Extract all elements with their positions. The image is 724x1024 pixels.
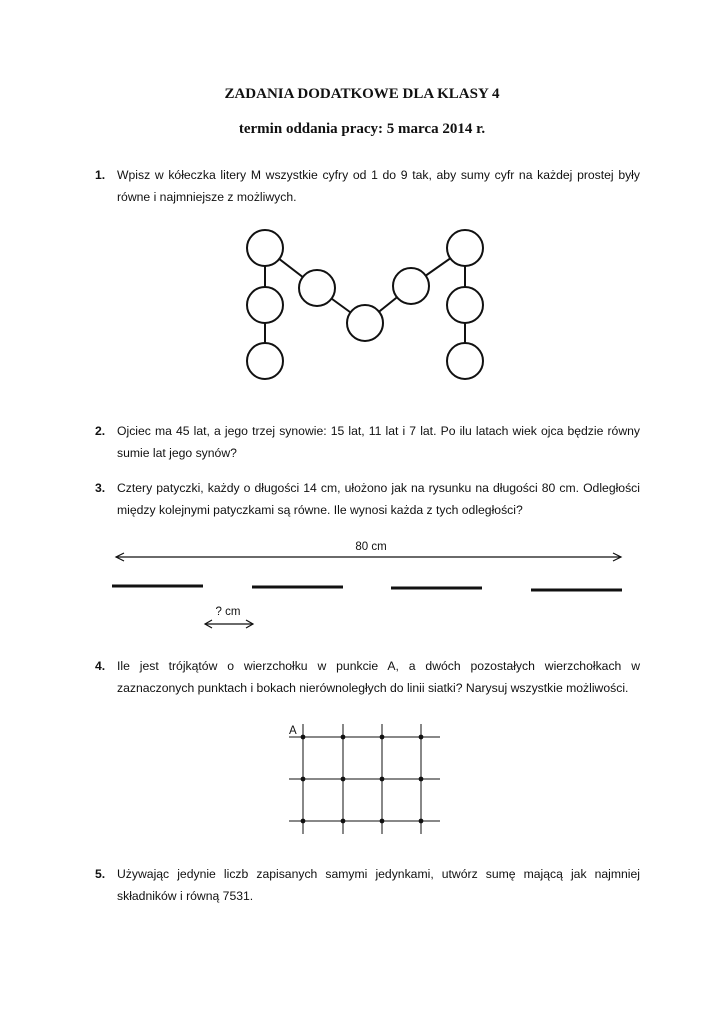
grid-point xyxy=(301,777,306,782)
grid-point xyxy=(301,819,306,824)
page-subtitle: termin oddania pracy: 5 marca 2014 r. xyxy=(238,121,486,137)
task-text: Używając jedynie liczb zapisanych samymi jedynkami, utwórz sumę mającą jak najmniej składników i równą 7531. xyxy=(117,867,640,903)
task-number: 1. xyxy=(95,168,106,182)
grid-point xyxy=(380,735,385,740)
task-number: 3. xyxy=(95,481,106,495)
grid-point xyxy=(380,819,385,824)
grid-point xyxy=(419,777,424,782)
gap-length-label: ? cm xyxy=(215,606,241,618)
task-5 xyxy=(95,863,640,907)
grid-point xyxy=(341,819,346,824)
grid-point xyxy=(419,819,424,824)
point-a-label: A xyxy=(289,725,297,737)
grid-point xyxy=(341,777,346,782)
page-title: ZADANIA DODATKOWE DLA KLASY 4 xyxy=(224,86,500,102)
grid-point xyxy=(380,777,385,782)
grid-point xyxy=(301,735,306,740)
grid-point xyxy=(341,735,346,740)
task-text: Wpisz w kółeczka litery M wszystkie cyfry od 1 do 9 tak, aby sumy cyfr na każdej prostej były równe i najmniejsze z możliwych. xyxy=(117,168,640,204)
total-length-label: 80 cm xyxy=(355,541,387,553)
task-text: Ojciec ma 45 lat, a jego trzej synowie: 15 lat, 11 lat i 7 lat. Po ilu latach wiek ojca będzie równy sumie lat jego synów? xyxy=(117,424,640,460)
task-number: 4. xyxy=(95,659,106,673)
grid-point xyxy=(419,735,424,740)
task-number: 5. xyxy=(95,867,106,881)
task-text: Ile jest trójkątów o wierzchołku w punkcie A, a dwóch pozostałych wierzchołkach w zaznaczonych punktach i bokach nierównoległych do linii siatki? Narysuj wszystkie możliwości. xyxy=(117,659,640,695)
task-number: 2. xyxy=(95,424,106,438)
task-text: Cztery patyczki, każdy o długości 14 cm, ułożono jak na rysunku na długości 80 cm. Odległości między kolejnymi patyczkami są równe. Ile wynosi każda z tych odległości? xyxy=(117,481,640,517)
